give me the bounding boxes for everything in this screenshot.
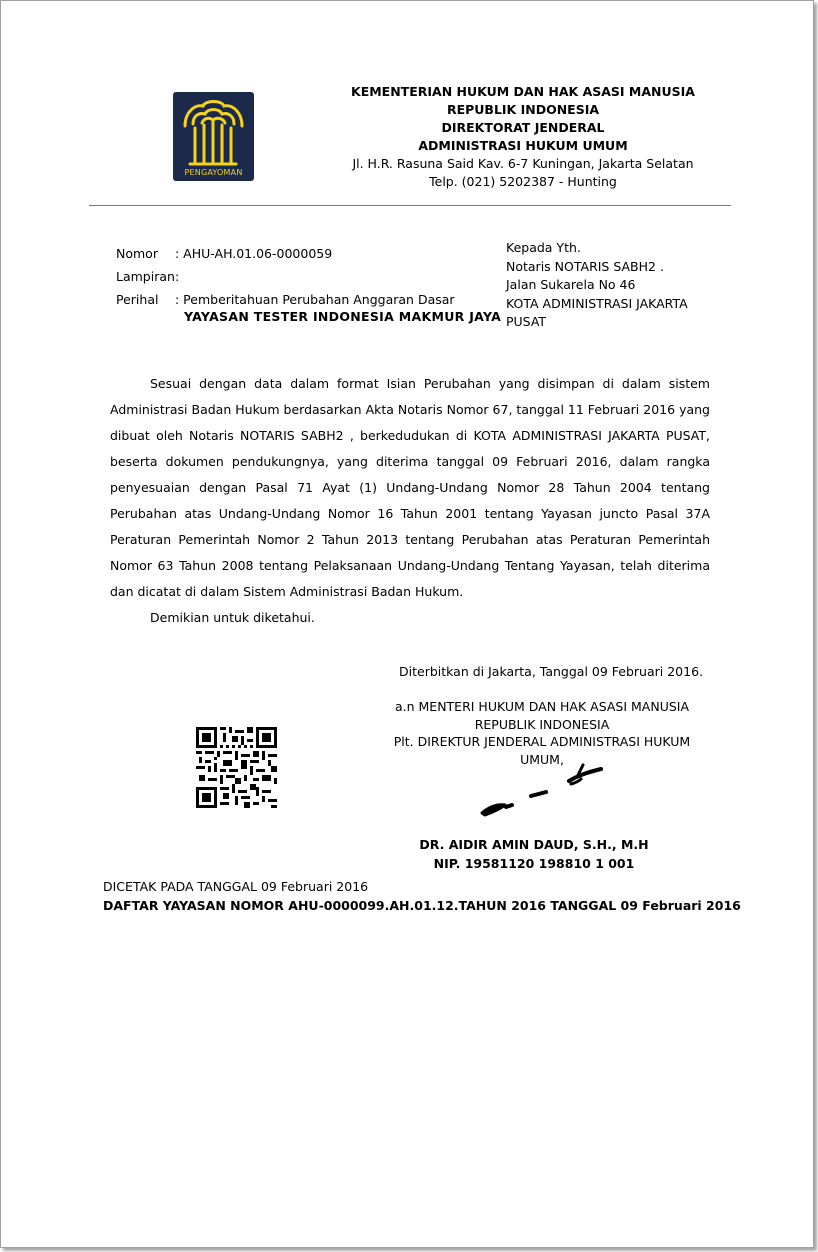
signatory-title <box>377 698 707 768</box>
qr-code <box>196 727 277 812</box>
on-behalf-minister: a.n MENTERI HUKUM DAN HAK ASASI MANUSIA <box>394 699 690 714</box>
on-behalf-country: REPUBLIK INDONESIA <box>474 716 610 732</box>
print-footer <box>103 877 741 915</box>
letterhead-address: Jl. H.R. Rasuna Said Kav. 6-7 Kuningan, Jakarta Selatan <box>352 156 694 171</box>
lampiran-value: : <box>175 269 180 284</box>
letter-body <box>110 371 710 631</box>
nomor-value: : AHU-AH.01.06-0000059 <box>175 246 333 261</box>
lampiran-label: Lampiran <box>116 269 175 284</box>
recipient-greeting: Kepada Yth. <box>506 240 581 255</box>
signer-block <box>409 836 659 873</box>
header-divider <box>89 205 731 206</box>
signer-name: DR. AIDIR AMIN DAUD, S.H., M.H <box>419 837 649 852</box>
on-behalf-director: Plt. DIREKTUR JENDERAL ADMINISTRASI HUKUM UMUM, <box>393 734 691 767</box>
printed-date: DICETAK PADA TANGGAL 09 Februari 2016 <box>103 879 369 894</box>
perihal-label: Perihal <box>116 292 159 307</box>
handwritten-signature <box>475 761 610 823</box>
body-paragraph: Sesuai dengan data dalam format Isian Perubahan yang disimpan di dalam sistem Administrasi Badan Hukum berdasarkan Akta Notaris Nomor 67, tanggal 11 Februari 2016 yang dibuat oleh Notaris NOTARIS SABH2 , berkedudukan di KOTA ADMINISTRASI JAKARTA PUSAT, beserta dokumen pendukungnya, yang diterima tanggal 09 Februari 2016, dalam rangka penyesuaian dengan Pasal 71 Ayat (1) Undang-Undang Nomor 28 Tahun 2004 tentang Perubahan atas Undang-Undang Nomor 16 Tahun 2001 tentang Yayasan juncto Pasal 37A Peraturan Pemerintah Nomor 2 Tahun 2013 tentang Perubahan atas Peraturan Pemerintah Nomor 63 Tahun 2008 tentang Pelaksanaan Undang-Undang Tentang Yayasan, telah diterima dan dicatat di dalam Sistem Administrasi Badan Hukum. <box>110 376 710 599</box>
recipient-city: KOTA ADMINISTRASI JAKARTA PUSAT <box>506 295 688 329</box>
signer-nip: NIP. 19581120 198810 1 001 <box>433 855 635 871</box>
letterhead-division: ADMINISTRASI HUKUM UMUM <box>418 138 628 153</box>
letterhead-directorate: DIREKTORAT JENDERAL <box>441 120 605 135</box>
registry-number: DAFTAR YAYASAN NOMOR AHU-0000099.AH.01.12.TAHUN 2016 TANGGAL 09 Februari 2016 <box>103 898 741 913</box>
qr-code-image <box>196 727 277 808</box>
ministry-logo <box>173 92 254 181</box>
letterhead <box>341 83 705 191</box>
letterhead-phone: Telp. (021) 5202387 - Hunting <box>429 174 617 189</box>
logo-label: PENGAYOMAN <box>184 168 243 177</box>
letterhead-ministry: KEMENTERIAN HUKUM DAN HAK ASASI MANUSIA <box>351 84 695 99</box>
body-closing-paragraph: Demikian untuk diketahui. <box>150 610 315 625</box>
recipient-address <box>506 239 716 332</box>
perihal-subject: YAYASAN TESTER INDONESIA MAKMUR JAYA <box>184 309 502 324</box>
signature-image <box>475 761 610 819</box>
nomor-label: Nomor <box>116 246 158 261</box>
perihal-value: : Pemberitahuan Perubahan Anggaran Dasar <box>175 292 455 307</box>
issued-place-date: Diterbitkan di Jakarta, Tanggal 09 Februari 2016. <box>399 664 703 679</box>
recipient-name: Notaris NOTARIS SABH2 . <box>506 258 664 274</box>
pengayoman-tree-icon <box>173 92 254 168</box>
letterhead-country: REPUBLIK INDONESIA <box>446 102 600 117</box>
recipient-street: Jalan Sukarela No 46 <box>506 277 636 292</box>
